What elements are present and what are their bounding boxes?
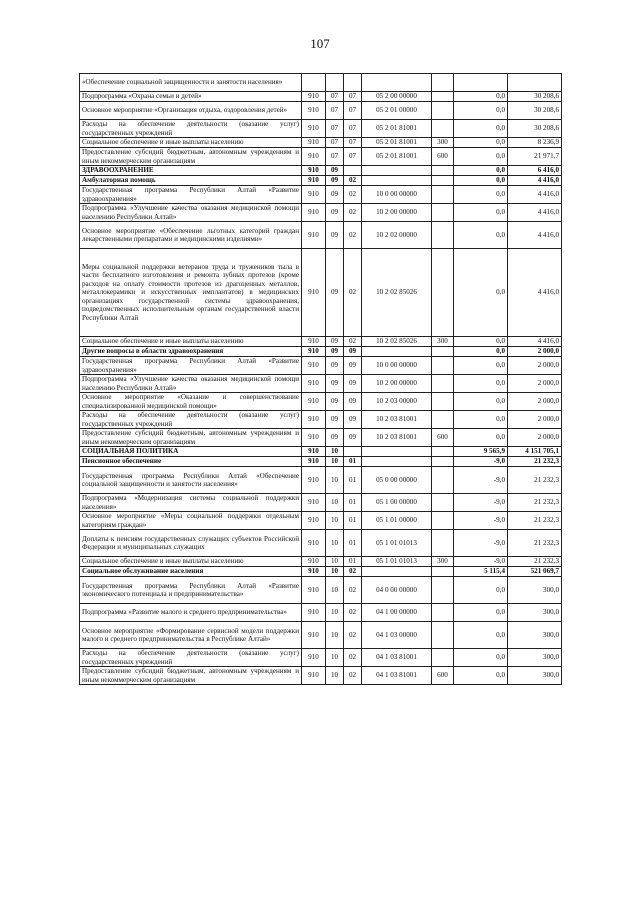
row-section: 09	[326, 357, 344, 375]
row-amount-total: 21 232,3	[508, 512, 562, 530]
row-target-article	[362, 166, 432, 176]
row-amount-change: 0,0	[454, 347, 508, 357]
table-row	[80, 138, 562, 148]
row-target-article: 10 0 00 00000	[362, 357, 432, 375]
row-amount-change: 0,0	[454, 166, 508, 176]
row-subsection: 02	[344, 604, 362, 622]
row-target-article: 10 2 03 81001	[362, 411, 432, 429]
row-amount-change: 0,0	[454, 249, 508, 337]
row-amount-total	[508, 74, 562, 92]
row-amount-change: 0,0	[454, 92, 508, 102]
row-expense-type	[432, 222, 454, 249]
row-glav: 910	[302, 467, 326, 494]
row-target-article: 05 1 01 00000	[362, 512, 432, 530]
row-expense-type	[432, 604, 454, 622]
row-target-article: 05 2 01 81001	[362, 148, 432, 166]
table-row	[80, 494, 562, 512]
table-row	[80, 649, 562, 667]
row-glav: 910	[302, 512, 326, 530]
row-target-article: 05 2 01 81001	[362, 120, 432, 138]
row-subsection: 02	[344, 567, 362, 577]
table-row	[80, 166, 562, 176]
row-subsection: 02	[344, 577, 362, 604]
row-subsection: 09	[344, 347, 362, 357]
row-section: 09	[326, 375, 344, 393]
row-amount-change: 0,0	[454, 222, 508, 249]
row-amount-change: 0,0	[454, 204, 508, 222]
table-row	[80, 530, 562, 557]
row-subsection: 01	[344, 467, 362, 494]
row-amount-total: 2 000,0	[508, 357, 562, 375]
row-subsection: 07	[344, 92, 362, 102]
row-subsection: 07	[344, 102, 362, 120]
row-name: «Обеспечение социальной защищенности и занятости населения»	[80, 74, 302, 92]
row-glav: 910	[302, 102, 326, 120]
row-expense-type	[432, 457, 454, 467]
row-amount-total: 2 000,0	[508, 411, 562, 429]
row-subsection: 02	[344, 204, 362, 222]
row-amount-total: 4 416,0	[508, 222, 562, 249]
row-expense-type	[432, 567, 454, 577]
row-expense-type	[432, 512, 454, 530]
row-subsection: 09	[344, 411, 362, 429]
row-expense-type	[432, 577, 454, 604]
row-name: Государственная программа Республики Алтай «Развитие экономического потенциала и предпринимательства»	[80, 577, 302, 604]
row-subsection: 02	[344, 176, 362, 186]
row-target-article: 05 2 01 81001	[362, 138, 432, 148]
row-section: 09	[326, 186, 344, 204]
row-amount-total: 8 236,9	[508, 138, 562, 148]
row-section: 10	[326, 512, 344, 530]
row-expense-type	[432, 204, 454, 222]
row-name: Предоставление субсидий бюджетным, автономным учреждениям и иным некоммерческим организациям	[80, 667, 302, 685]
row-glav: 910	[302, 249, 326, 337]
row-expense-type	[432, 120, 454, 138]
row-subsection: 02	[344, 337, 362, 347]
row-amount-total: 21 971,7	[508, 148, 562, 166]
row-glav: 910	[302, 557, 326, 567]
row-amount-total: 4 151 705,1	[508, 447, 562, 457]
row-expense-type	[432, 375, 454, 393]
row-section: 10	[326, 457, 344, 467]
budget-table	[79, 73, 562, 685]
row-amount-change: 0,0	[454, 393, 508, 411]
row-amount-total: 2 000,0	[508, 375, 562, 393]
row-name: Государственная программа Республики Алтай «Обеспечение социальной защищенности и занятости населения»	[80, 467, 302, 494]
table-row	[80, 622, 562, 649]
row-amount-change: 0,0	[454, 577, 508, 604]
row-glav: 910	[302, 186, 326, 204]
row-section: 09	[326, 176, 344, 186]
row-expense-type	[432, 249, 454, 337]
row-expense-type	[432, 102, 454, 120]
row-amount-total: 21 232,3	[508, 467, 562, 494]
row-glav: 910	[302, 667, 326, 685]
row-subsection	[344, 74, 362, 92]
row-name: Подпрограмма «Охрана семьи и детей»	[80, 92, 302, 102]
row-name: Пенсионное обеспечение	[80, 457, 302, 467]
table-row	[80, 567, 562, 577]
row-amount-total: 21 232,3	[508, 530, 562, 557]
row-expense-type	[432, 467, 454, 494]
row-section: 10	[326, 667, 344, 685]
row-target-article: 10 2 02 85026	[362, 337, 432, 347]
table-row	[80, 222, 562, 249]
row-expense-type	[432, 393, 454, 411]
row-glav: 910	[302, 604, 326, 622]
row-name: Подпрограмма «Модернизация системы социальной поддержки населения»	[80, 494, 302, 512]
table-row	[80, 74, 562, 92]
table-row	[80, 347, 562, 357]
row-section: 09	[326, 204, 344, 222]
row-amount-change: 0,0	[454, 176, 508, 186]
row-amount-total: 300,0	[508, 622, 562, 649]
row-expense-type	[432, 74, 454, 92]
row-target-article	[362, 457, 432, 467]
row-amount-change: 0,0	[454, 337, 508, 347]
row-expense-type	[432, 92, 454, 102]
row-subsection: 09	[344, 429, 362, 447]
table-row	[80, 447, 562, 457]
row-amount-total: 2 000,0	[508, 347, 562, 357]
row-section: 07	[326, 92, 344, 102]
row-amount-change: 0,0	[454, 120, 508, 138]
row-expense-type: 600	[432, 667, 454, 685]
row-subsection: 02	[344, 249, 362, 337]
row-section: 10	[326, 447, 344, 457]
row-expense-type	[432, 649, 454, 667]
row-subsection: 02	[344, 622, 362, 649]
row-amount-total: 4 416,0	[508, 176, 562, 186]
row-amount-change: -9,0	[454, 512, 508, 530]
row-expense-type	[432, 186, 454, 204]
row-glav: 910	[302, 567, 326, 577]
row-glav: 910	[302, 447, 326, 457]
row-glav: 910	[302, 347, 326, 357]
row-section: 07	[326, 148, 344, 166]
row-subsection: 07	[344, 148, 362, 166]
row-glav: 910	[302, 204, 326, 222]
table-row	[80, 467, 562, 494]
row-subsection: 01	[344, 494, 362, 512]
row-expense-type	[432, 622, 454, 649]
row-amount-change: 0,0	[454, 138, 508, 148]
row-amount-total: 2 000,0	[508, 393, 562, 411]
row-amount-change: 0,0	[454, 604, 508, 622]
row-name: Расходы на обеспечение деятельности (оказание услуг) государственных учреждений	[80, 649, 302, 667]
row-subsection: 02	[344, 186, 362, 204]
row-glav: 910	[302, 577, 326, 604]
row-subsection: 02	[344, 649, 362, 667]
table-row	[80, 148, 562, 166]
row-section: 09	[326, 166, 344, 176]
row-subsection: 01	[344, 457, 362, 467]
row-glav: 910	[302, 92, 326, 102]
row-glav: 910	[302, 138, 326, 148]
row-glav: 910	[302, 176, 326, 186]
row-amount-change: 0,0	[454, 667, 508, 685]
row-name: Подпрограмма «Развитие малого и среднего предпринимательства»	[80, 604, 302, 622]
row-amount-total: 30 208,6	[508, 92, 562, 102]
row-glav: 910	[302, 411, 326, 429]
row-target-article	[362, 447, 432, 457]
row-section: 09	[326, 222, 344, 249]
row-expense-type: 300	[432, 557, 454, 567]
row-amount-change: 0,0	[454, 429, 508, 447]
row-amount-change: 9 565,9	[454, 447, 508, 457]
row-amount-total: 4 416,0	[508, 337, 562, 347]
row-amount-change: -9,0	[454, 457, 508, 467]
row-amount-total: 300,0	[508, 577, 562, 604]
row-subsection: 09	[344, 357, 362, 375]
table-row	[80, 557, 562, 567]
row-target-article: 05 1 01 01013	[362, 557, 432, 567]
row-section: 10	[326, 577, 344, 604]
table-row	[80, 577, 562, 604]
row-target-article	[362, 74, 432, 92]
row-expense-type	[432, 347, 454, 357]
row-name: Расходы на обеспечение деятельности (оказание услуг) государственных учреждений	[80, 120, 302, 138]
row-name: Основное мероприятие «Обеспечение льготных категорий граждан лекарственными препаратами и медицинскими изделиями»	[80, 222, 302, 249]
row-target-article: 10 2 00 00000	[362, 375, 432, 393]
table-row	[80, 411, 562, 429]
row-target-article: 05 1 00 00000	[362, 494, 432, 512]
row-glav: 910	[302, 375, 326, 393]
row-target-article: 04 1 03 81001	[362, 667, 432, 685]
row-target-article: 05 0 00 00000	[362, 467, 432, 494]
row-subsection: 01	[344, 512, 362, 530]
row-glav: 910	[302, 120, 326, 138]
row-amount-change: -9,0	[454, 494, 508, 512]
table-row	[80, 186, 562, 204]
row-expense-type	[432, 447, 454, 457]
row-amount-change: 0,0	[454, 411, 508, 429]
row-amount-total: 30 208,6	[508, 120, 562, 138]
row-target-article	[362, 176, 432, 186]
row-section	[326, 74, 344, 92]
row-amount-change: 0,0	[454, 102, 508, 120]
table-row	[80, 204, 562, 222]
row-amount-total: 2 000,0	[508, 429, 562, 447]
row-glav: 910	[302, 494, 326, 512]
table-row	[80, 457, 562, 467]
row-section: 10	[326, 622, 344, 649]
row-section: 10	[326, 557, 344, 567]
row-expense-type	[432, 176, 454, 186]
row-target-article: 10 2 02 00000	[362, 222, 432, 249]
row-amount-change: 5 115,4	[454, 567, 508, 577]
row-name: Предоставление субсидий бюджетным, автономным учреждениям и иным некоммерческим организациям	[80, 148, 302, 166]
row-name: Основное мероприятие «Организация отдыха, оздоровления детей»	[80, 102, 302, 120]
table-row	[80, 512, 562, 530]
row-amount-total: 300,0	[508, 604, 562, 622]
row-amount-total: 21 232,3	[508, 557, 562, 567]
row-target-article: 04 1 03 00000	[362, 622, 432, 649]
row-name: Социальное обеспечение и иные выплаты населению	[80, 557, 302, 567]
row-expense-type	[432, 530, 454, 557]
row-name: Социальное обслуживание населения	[80, 567, 302, 577]
row-subsection: 07	[344, 120, 362, 138]
row-glav: 910	[302, 148, 326, 166]
row-glav: 910	[302, 337, 326, 347]
row-target-article: 04 0 00 00000	[362, 577, 432, 604]
row-glav: 910	[302, 429, 326, 447]
table-row	[80, 375, 562, 393]
row-name: Расходы на обеспечение деятельности (оказание услуг) государственных учреждений	[80, 411, 302, 429]
row-name: Подпрограмма «Улучшение качества оказания медицинской помощи населению Республики Алтай»	[80, 375, 302, 393]
row-glav: 910	[302, 457, 326, 467]
row-amount-total: 4 416,0	[508, 204, 562, 222]
row-amount-total: 300,0	[508, 649, 562, 667]
row-section: 10	[326, 604, 344, 622]
row-target-article: 04 1 03 81001	[362, 649, 432, 667]
row-section: 07	[326, 102, 344, 120]
row-name: Меры социальной поддержки ветеранов труда и тружеников тыла в части бесплатного изготовления и ремонта зубных протезов (кроме расходов на оплату стоимости протезов из драгоценных металлов, металлокерамики и искусственных имплантатов) в медицинских организациях государственной системы здравоохранения, подведомственных исполнительным органам государственной власти Республики Алтай	[80, 249, 302, 337]
row-section: 09	[326, 393, 344, 411]
row-section: 09	[326, 249, 344, 337]
table-row	[80, 176, 562, 186]
row-subsection: 02	[344, 222, 362, 249]
row-name: Основное мероприятие «Формирование сервисной модели поддержки малого и среднего предпринимательства в Республике Алтай»	[80, 622, 302, 649]
row-amount-change: 0,0	[454, 186, 508, 204]
row-name: Социальное обеспечение и иные выплаты населению	[80, 337, 302, 347]
row-name: Социальное обеспечение и иные выплаты населению	[80, 138, 302, 148]
row-name: Амбулаторная помощь	[80, 176, 302, 186]
row-glav: 910	[302, 622, 326, 649]
table-row	[80, 120, 562, 138]
row-expense-type	[432, 411, 454, 429]
row-target-article: 05 1 01 01013	[362, 530, 432, 557]
row-glav: 910	[302, 530, 326, 557]
row-glav: 910	[302, 166, 326, 176]
row-glav	[302, 74, 326, 92]
row-name: ЗДРАВООХРАНЕНИЕ	[80, 166, 302, 176]
table-row	[80, 429, 562, 447]
table-row	[80, 102, 562, 120]
row-target-article: 10 2 02 85026	[362, 249, 432, 337]
row-amount-total: 21 232,3	[508, 457, 562, 467]
row-section: 10	[326, 567, 344, 577]
row-name: Государственная программа Республики Алтай «Развитие здравоохранения»	[80, 357, 302, 375]
table-row	[80, 393, 562, 411]
row-amount-total: 300,0	[508, 667, 562, 685]
row-section: 09	[326, 347, 344, 357]
row-section: 10	[326, 530, 344, 557]
row-name: Доплаты к пенсиям государственных служащих субъектов Российской Федерации и муниципальных служащих	[80, 530, 302, 557]
row-name: Подпрограмма «Улучшение качества оказания медицинской помощи населению Республики Алтай»	[80, 204, 302, 222]
table-row	[80, 249, 562, 337]
row-expense-type	[432, 166, 454, 176]
row-subsection: 01	[344, 530, 362, 557]
table-row	[80, 337, 562, 347]
row-subsection: 09	[344, 375, 362, 393]
row-section: 10	[326, 467, 344, 494]
row-amount-change: -9,0	[454, 557, 508, 567]
row-target-article	[362, 567, 432, 577]
page-number: 107	[310, 36, 330, 51]
table-row	[80, 92, 562, 102]
row-amount-change: 0,0	[454, 375, 508, 393]
row-section: 09	[326, 429, 344, 447]
row-target-article	[362, 347, 432, 357]
row-target-article: 10 0 00 00000	[362, 186, 432, 204]
row-name: Основное мероприятие «Меры социальной поддержки отдельным категориям граждан»	[80, 512, 302, 530]
row-glav: 910	[302, 357, 326, 375]
row-section: 07	[326, 138, 344, 148]
table-row	[80, 357, 562, 375]
row-subsection: 07	[344, 138, 362, 148]
row-section: 07	[326, 120, 344, 138]
row-expense-type	[432, 357, 454, 375]
row-subsection	[344, 166, 362, 176]
row-target-article: 04 1 00 00000	[362, 604, 432, 622]
row-amount-change: -9,0	[454, 530, 508, 557]
row-section: 09	[326, 411, 344, 429]
row-target-article: 05 2 01 00000	[362, 102, 432, 120]
table-row	[80, 667, 562, 685]
row-subsection: 01	[344, 557, 362, 567]
table-row	[80, 604, 562, 622]
row-subsection: 09	[344, 393, 362, 411]
row-glav: 910	[302, 222, 326, 249]
row-amount-change: 0,0	[454, 357, 508, 375]
row-amount-total: 6 416,0	[508, 166, 562, 176]
row-amount-change: 0,0	[454, 148, 508, 166]
row-amount-change	[454, 74, 508, 92]
row-name: Предоставление субсидий бюджетным, автономным учреждениям и иным некоммерческим организациям	[80, 429, 302, 447]
row-glav: 910	[302, 393, 326, 411]
row-subsection: 02	[344, 667, 362, 685]
row-expense-type: 300	[432, 138, 454, 148]
row-amount-change: 0,0	[454, 649, 508, 667]
row-name: Другие вопросы в области здравоохранения	[80, 347, 302, 357]
row-amount-total: 4 416,0	[508, 186, 562, 204]
row-target-article: 10 2 00 00000	[362, 204, 432, 222]
row-glav: 910	[302, 649, 326, 667]
row-amount-total: 521 069,7	[508, 567, 562, 577]
row-name: Основное мероприятие «Оказание и совершенствование специализированной медицинской помощи»	[80, 393, 302, 411]
row-name: Государственная программа Республики Алтай «Развитие здравоохранения»	[80, 186, 302, 204]
row-amount-change: 0,0	[454, 622, 508, 649]
row-amount-change: -9,0	[454, 467, 508, 494]
row-expense-type: 300	[432, 337, 454, 347]
row-expense-type	[432, 494, 454, 512]
row-section: 10	[326, 494, 344, 512]
row-amount-total: 30 208,6	[508, 102, 562, 120]
row-expense-type: 600	[432, 148, 454, 166]
row-target-article: 05 2 00 00000	[362, 92, 432, 102]
row-name: СОЦИАЛЬНАЯ ПОЛИТИКА	[80, 447, 302, 457]
row-section: 10	[326, 649, 344, 667]
row-subsection	[344, 447, 362, 457]
row-target-article: 10 2 03 81001	[362, 429, 432, 447]
row-expense-type: 600	[432, 429, 454, 447]
row-amount-total: 21 232,3	[508, 494, 562, 512]
row-section: 09	[326, 337, 344, 347]
row-target-article: 10 2 03 00000	[362, 393, 432, 411]
row-amount-total: 4 416,0	[508, 249, 562, 337]
